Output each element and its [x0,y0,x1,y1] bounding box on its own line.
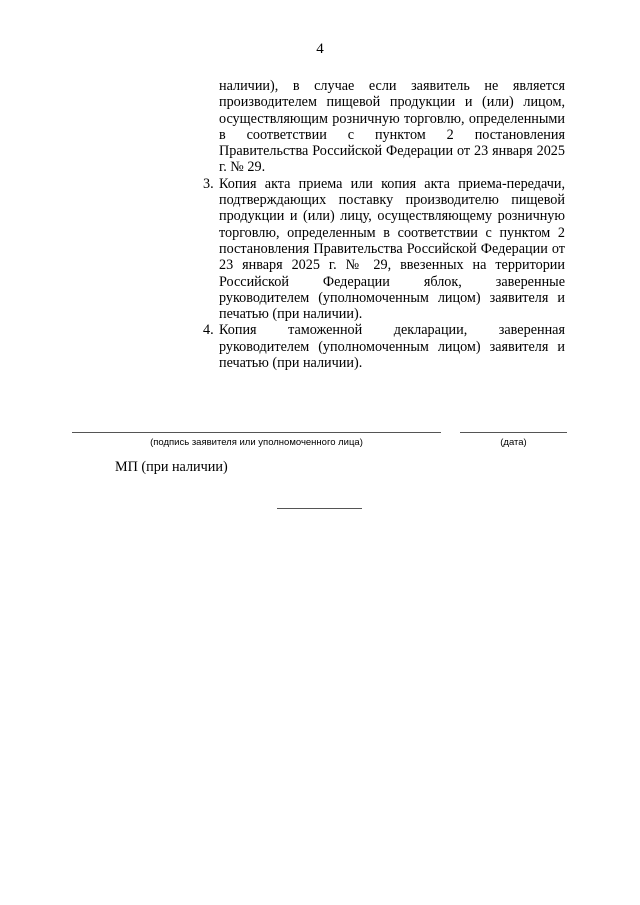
list-item-number: 4. [203,322,214,339]
list-item-number: 3. [203,175,214,192]
page-number: 4 [316,41,324,57]
end-divider [277,508,362,509]
list-item-4 [203,322,565,371]
date-caption: (дата) [500,437,527,448]
date-line [460,432,567,433]
stamp-note: МП (при наличии) [115,459,228,475]
list-item-3 [203,176,565,323]
document-list [203,78,565,371]
signature-line [72,432,441,433]
list-item-text: Копия акта приема или копия акта приема-передачи, подтверждающих поставку производителю пищевой продукции и (или) лицу, осуществляющему розничную торговлю, определенным в соответствии с пунктом 2 постановления Правительства Российской Федерации от 23 января 2025 г. № 29, ввезенных на территории Российской Федерации яблок, заверенные руководителем (уполномоченным лицом) заявителя и печатью (при наличии). [219,175,565,323]
list-item-text: Копия таможенной декларации, заверенная руководителем (уполномоченным лицом) заявителя и печатью (при наличии). [219,322,565,372]
continuation-paragraph: наличии), в случае если заявитель не является производителем пищевой продукции и (или) лицом, осуществляющим розничную торговлю, определенными в соответствии с пунктом 2 постановления Правительства Российской Федерации от 23 января 2025 г. № 29. [219,78,565,176]
signature-caption: (подпись заявителя или уполномоченного лица) [150,437,363,448]
